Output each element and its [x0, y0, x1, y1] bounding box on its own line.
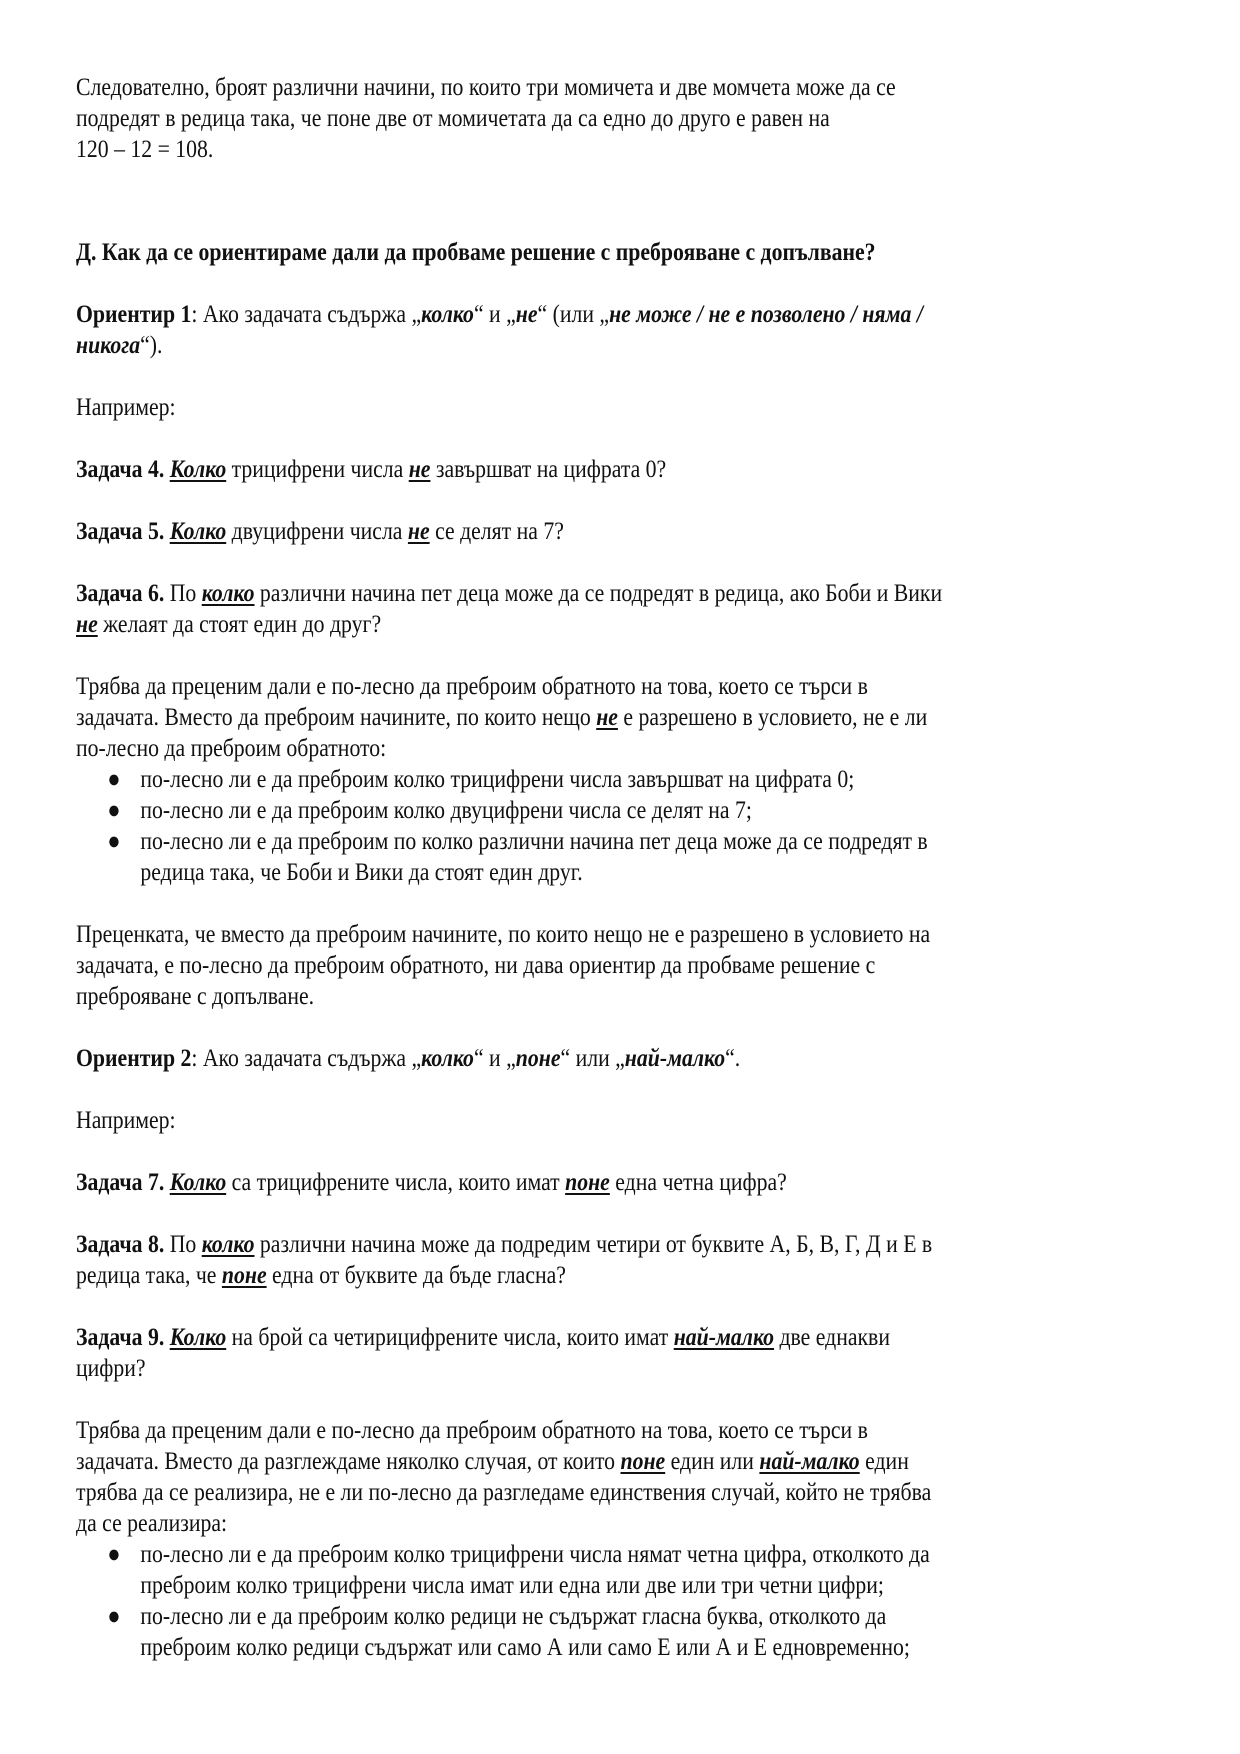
bullet-icon: ● [107, 766, 121, 793]
keyword: не [515, 301, 538, 328]
guide-1 [76, 299, 1176, 361]
section-heading [76, 237, 1177, 268]
task-label: Задача 6. [76, 580, 165, 607]
text: “ (или „ [537, 301, 610, 328]
text: задачата. Вместо да разглеждаме няколко случая, от които [76, 1448, 621, 1475]
task-8 [76, 1229, 1176, 1291]
bullet-icon: ● [107, 828, 121, 855]
text-line: по-лесно да преброим обратното: [76, 735, 387, 762]
text: една четна цифра? [609, 1169, 787, 1196]
text-line [76, 1322, 1177, 1353]
explanation-paragraph-1 [76, 671, 1176, 764]
text: желаят да стоят един до друг? [97, 611, 382, 638]
list-item [76, 1539, 1177, 1570]
text: “ и „ [473, 301, 516, 328]
text: по-лесно ли е да преброим колко трицифрени числа завършват на цифрата 0; [140, 766, 855, 793]
text-line [76, 330, 1177, 361]
task-label: Задача 5. [76, 518, 165, 545]
keyword: никога [76, 332, 141, 359]
text: По [164, 1231, 202, 1258]
text-line [76, 578, 1177, 609]
keyword: Колко [169, 456, 227, 483]
bullet-list-1 [76, 764, 1176, 888]
text: на брой са четирицифрените числа, които имат [226, 1324, 674, 1351]
keyword: не може / не е позволено / няма / [609, 301, 923, 328]
text-line [76, 299, 1177, 330]
list-item [76, 764, 1177, 795]
example-label: Например: [76, 1107, 176, 1134]
text-line: 120 – 12 = 108. [76, 136, 214, 163]
keyword: Колко [169, 518, 227, 545]
keyword: поне [565, 1169, 610, 1196]
keyword: не [76, 611, 98, 638]
guide-label: Ориентир 2 [76, 1045, 192, 1072]
intro-paragraph [76, 72, 1176, 165]
text: се делят на 7? [429, 518, 564, 545]
guide-label: Ориентир 1 [76, 301, 192, 328]
guide-2 [76, 1043, 1177, 1074]
task-9 [76, 1322, 1176, 1384]
text: различни начина може да подредим четири от буквите А, Б, В, Г, Д и Е в [254, 1231, 933, 1258]
text: различни начина пет деца може да се подредят в редица, ако Боби и Вики [254, 580, 943, 607]
text-line [76, 1446, 1177, 1477]
keyword: не [596, 704, 618, 731]
text: по-лесно ли е да преброим колко двуцифрени числа се делят на 7; [140, 797, 752, 824]
keyword: колко [421, 1045, 474, 1072]
keyword: поне [515, 1045, 561, 1072]
text: трицифрени числа [226, 456, 409, 483]
text: две еднакви [774, 1324, 890, 1351]
text: двуцифрени числа [226, 518, 408, 545]
keyword: поне [221, 1262, 267, 1289]
task-label: Задача 4. [76, 456, 165, 483]
task-5 [76, 516, 1177, 547]
keyword: колко [201, 580, 255, 607]
list-item [76, 826, 1177, 857]
text-line: Преценката, че вместо да преброим начините, по които нещо не е разрешено в условието на [76, 921, 931, 948]
bullet-icon: ● [107, 1541, 121, 1568]
text-line [76, 1260, 1177, 1291]
text: една от буквите да бъде гласна? [266, 1262, 566, 1289]
explanation-paragraph-3 [76, 1415, 1176, 1539]
text-line [76, 702, 1177, 733]
keyword: Колко [169, 1324, 227, 1351]
text-line [76, 1229, 1177, 1260]
text: “. [725, 1045, 741, 1072]
text-line: да се реализира: [76, 1510, 228, 1537]
text: по-лесно ли е да преброим колко трицифрени числа нямат четна цифра, отколкото да [140, 1541, 930, 1568]
text: По [164, 580, 202, 607]
text-line: Следователно, броят различни начини, по които три момичета и две момчета може да се [76, 74, 896, 101]
text-line [76, 609, 1177, 640]
text-line: подредят в редица така, че поне две от момичетата да са едно до друго е равен на [76, 105, 830, 132]
text-line: трябва да се реализира, не е ли по-лесно да разгледаме единствения случай, който не трябва [76, 1479, 932, 1506]
list-item [76, 795, 1177, 826]
list-item-continuation: редица така, че Боби и Вики да стоят един друг. [140, 859, 583, 886]
list-item-continuation: преброим колко редици съдържат или само А или само Е или А и Е едновременно; [140, 1634, 910, 1661]
task-7 [76, 1167, 1177, 1198]
task-label: Задача 8. [76, 1231, 165, 1258]
text: “). [140, 332, 163, 359]
text-line: Трябва да преценим дали е по-лесно да преброим обратното на това, което се търси в [76, 673, 868, 700]
keyword: поне [620, 1448, 666, 1475]
text: са трицифрените числа, които имат [226, 1169, 566, 1196]
list-item [76, 1601, 1177, 1632]
keyword: най-малко [759, 1448, 860, 1475]
text: : Ако задачата съдържа „ [191, 1045, 422, 1072]
section-heading-text: Д. Как да се ориентираме дали да пробваме решение с преброяване с допълване? [76, 239, 876, 266]
keyword: не [408, 456, 431, 483]
text: “ или „ [560, 1045, 625, 1072]
keyword: колко [201, 1231, 255, 1258]
text: един [859, 1448, 909, 1475]
text: : Ако задачата съдържа „ [191, 301, 422, 328]
text: завършват на цифрата 0? [430, 456, 667, 483]
text: един или [665, 1448, 760, 1475]
keyword: не [407, 518, 430, 545]
text-line: задачата, е по-лесно да преброим обратното, ни дава ориентир да пробваме решение с [76, 952, 876, 979]
text-line: преброяване с допълване. [76, 983, 315, 1010]
task-label: Задача 9. [76, 1324, 165, 1351]
text: по-лесно ли е да преброим по колко различни начина пет деца може да се подредят в [140, 828, 928, 855]
text: “ и „ [473, 1045, 516, 1072]
text: задачата. Вместо да преброим начините, по които нещо [76, 704, 597, 731]
example-label: Например: [76, 394, 176, 421]
keyword: най-малко [673, 1324, 775, 1351]
text: е разрешено в условието, не е ли [617, 704, 928, 731]
explanation-paragraph-2 [76, 919, 1176, 1012]
task-6 [76, 578, 1176, 640]
keyword: колко [421, 301, 474, 328]
text: по-лесно ли е да преброим колко редици не съдържат гласна буква, отколкото да [140, 1603, 887, 1630]
bullet-list-2 [76, 1539, 1176, 1663]
list-item-continuation: преброим колко трицифрени числа имат или една или две или три четни цифри; [140, 1572, 884, 1599]
task-label: Задача 7. [76, 1169, 165, 1196]
text-line: цифри? [76, 1355, 146, 1382]
keyword: най-малко [624, 1045, 726, 1072]
text: редица така, че [76, 1262, 222, 1289]
keyword: Колко [169, 1169, 227, 1196]
text-line: Трябва да преценим дали е по-лесно да преброим обратното на това, което се търси в [76, 1417, 868, 1444]
bullet-icon: ● [107, 1603, 121, 1630]
document-page [76, 72, 1176, 1663]
bullet-icon: ● [107, 797, 121, 824]
task-4 [76, 454, 1177, 485]
